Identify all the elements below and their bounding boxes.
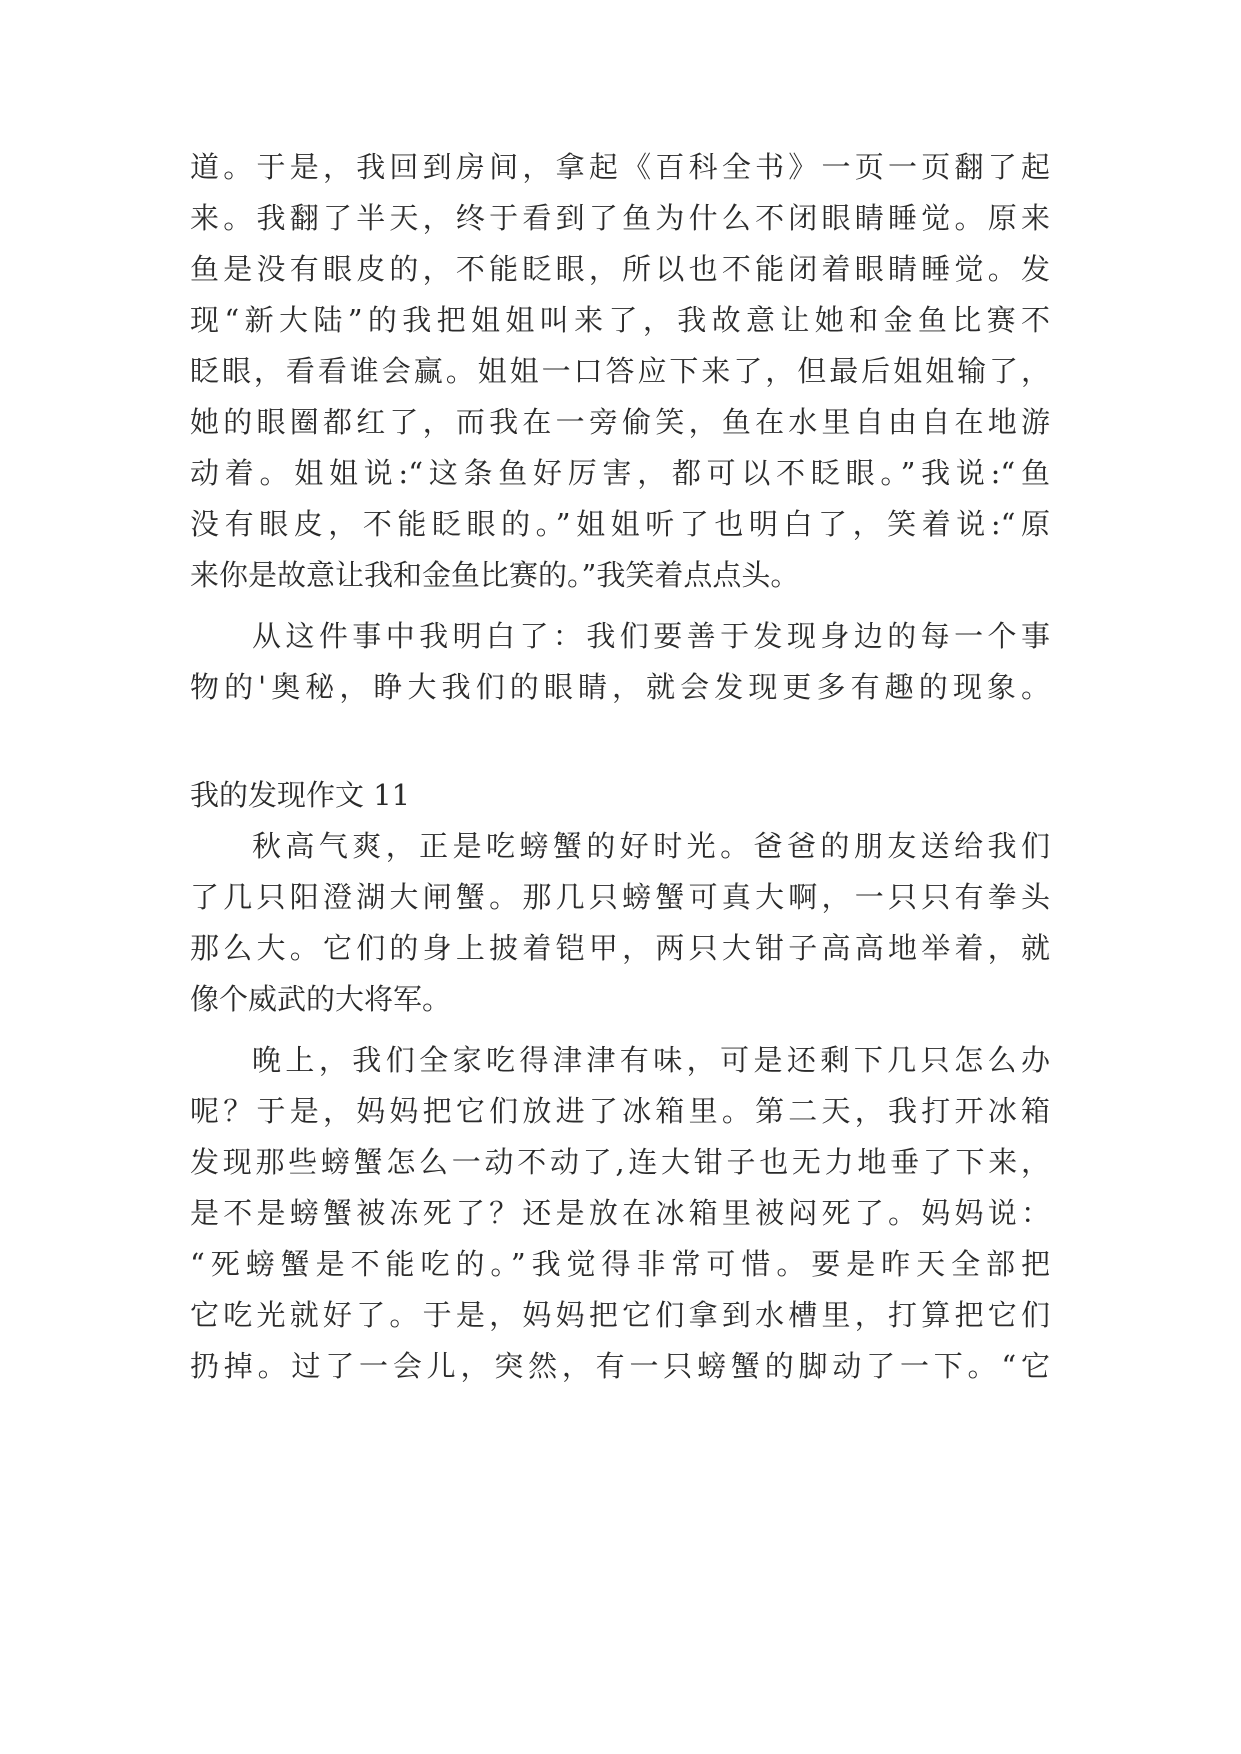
text-line: 了几只阳澄湖大闸蟹。那几只螃蟹可真大啊，一只只有拳头	[190, 880, 1050, 914]
text-line: 物的'奥秘，睁大我们的眼睛，就会发现更多有趣的现象。	[190, 670, 1050, 704]
text-line: 扔掉。过了一会儿，突然，有一只螃蟹的脚动了一下。“它	[190, 1349, 1050, 1383]
text-line: 来你是故意让我和金鱼比赛的。”我笑着点点头。	[190, 558, 800, 592]
text-line: 像个威武的大将军。	[190, 982, 452, 1016]
text-line: 来。我翻了半天，终于看到了鱼为什么不闭眼睛睡觉。原来	[190, 201, 1050, 235]
text-line: “死螃蟹是不能吃的。”我觉得非常可惜。要是昨天全部把	[190, 1247, 1050, 1281]
text-line: 没有眼皮，不能眨眼的。”姐姐听了也明白了，笑着说:“原	[190, 507, 1050, 541]
text-line: 眨眼，看看谁会赢。姐姐一口答应下来了，但最后姐姐输了，	[190, 354, 1050, 388]
text-line: 现“新大陆”的我把姐姐叫来了，我故意让她和金鱼比赛不	[190, 303, 1050, 337]
text-line: 她的眼圈都红了，而我在一旁偷笑，鱼在水里自由自在地游	[190, 405, 1050, 439]
text-line: 从这件事中我明白了：我们要善于发现身边的每一个事	[252, 619, 1050, 653]
text-line: 鱼是没有眼皮的，不能眨眼，所以也不能闭着眼睛睡觉。发	[190, 252, 1050, 286]
text-line: 是不是螃蟹被冻死了？还是放在冰箱里被闷死了。妈妈说：	[190, 1196, 1050, 1230]
text-line: 发现那些螃蟹怎么一动不动了,连大钳子也无力地垂了下来，	[190, 1145, 1050, 1179]
text-line: 秋高气爽，正是吃螃蟹的好时光。爸爸的朋友送给我们	[252, 829, 1050, 863]
text-line: 它吃光就好了。于是，妈妈把它们拿到水槽里，打算把它们	[190, 1298, 1050, 1332]
text-line: 动着。姐姐说:“这条鱼好厉害，都可以不眨眼。”我说:“鱼	[190, 456, 1050, 490]
text-line: 那么大。它们的身上披着铠甲，两只大钳子高高地举着，就	[190, 931, 1050, 965]
section-title: 我的发现作文 11	[190, 778, 411, 812]
text-line: 晚上，我们全家吃得津津有味，可是还剩下几只怎么办	[252, 1043, 1050, 1077]
text-line: 道。于是，我回到房间，拿起《百科全书》一页一页翻了起	[190, 150, 1050, 184]
text-line: 呢？于是，妈妈把它们放进了冰箱里。第二天，我打开冰箱	[190, 1094, 1050, 1128]
